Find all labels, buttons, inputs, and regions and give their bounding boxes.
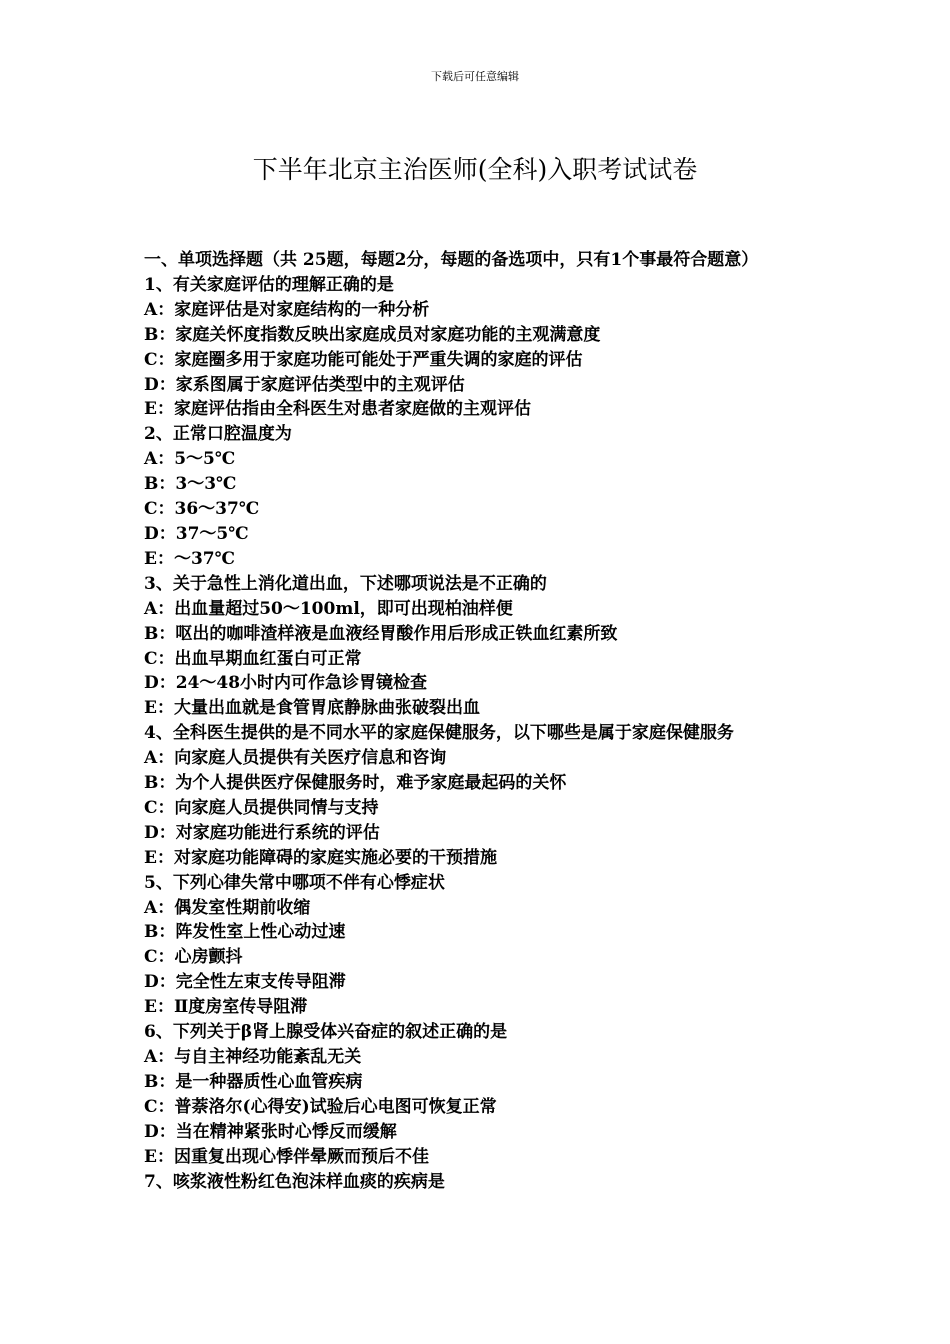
answer-option: A：家庭评估是对家庭结构的一种分析 [144,299,430,320]
answer-option: A：出血量超过50～100ml，即可出现柏油样便 [144,598,513,619]
answer-option: E：对家庭功能障碍的家庭实施必要的干预措施 [144,847,497,868]
answer-option: D：对家庭功能进行系统的评估 [144,822,380,843]
answer-option: E：Ⅱ度房室传导阻滞 [144,997,308,1018]
answer-option: C：普萘洛尔(心得安)试验后心电图可恢复正常 [144,1096,497,1117]
answer-option: C：出血早期血红蛋白可正常 [144,648,362,669]
answer-option: A：偶发室性期前收缩 [144,897,311,918]
answer-option: B：为个人提供医疗保健服务时，难予家庭最起码的关怀 [144,773,567,794]
answer-option: D：当在精神紧张时心悸反而缓解 [144,1121,397,1142]
answer-option: A：5～5℃ [144,449,236,470]
question-stem: 2、正常口腔温度为 [144,424,292,445]
answer-option: B：阵发性室上性心动过速 [144,922,346,943]
answer-option: E：～37℃ [144,548,235,569]
answer-option: E：因重复出现心悸伴晕厥而预后不佳 [144,1146,429,1167]
document-title: 下半年北京主治医师(全科)入职考试试卷 [252,155,698,184]
question-stem: 3、关于急性上消化道出血，下述哪项说法是不正确的 [144,573,547,594]
answer-option: B：呕出的咖啡渣样液是血液经胃酸作用后形成正铁血红素所致 [144,623,618,644]
answer-option: C：家庭圈多用于家庭功能可能处于严重失调的家庭的评估 [144,349,583,370]
answer-option: D：24～48小时内可作急诊胃镜检查 [144,673,428,694]
answer-option: B：家庭关怀度指数反映出家庭成员对家庭功能的主观满意度 [144,324,601,345]
answer-option: C：向家庭人员提供同情与支持 [144,797,379,818]
answer-option: C：36～37℃ [144,499,260,520]
answer-option: D：完全性左束支传导阻滞 [144,972,346,993]
answer-option: A：向家庭人员提供有关医疗信息和咨询 [144,748,447,769]
answer-option: C：心房颤抖 [144,947,243,968]
question-stem: 4、全科医生提供的是不同水平的家庭保健服务，以下哪些是属于家庭保健服务 [144,723,734,744]
answer-option: B：3～3℃ [144,474,237,495]
answer-option: A：与自主神经功能紊乱无关 [144,1047,362,1067]
question-stem: 7、咳浆液性粉红色泡沫样血痰的疾病是 [144,1171,445,1192]
section-heading: 一、单项选择题（共 25题，每题2分，每题的备选项中，只有1个事最符合题意） [144,250,759,270]
answer-option: E：大量出血就是食管胃底静脉曲张破裂出血 [144,698,480,719]
question-stem: 5、下列心律失常中哪项不伴有心悸症状 [144,872,445,893]
question-stem: 6、下列关于β肾上腺受体兴奋症的叙述正确的是 [144,1022,508,1043]
answer-option: D：37～5℃ [144,523,249,544]
answer-option: B：是一种器质性心血管疾病 [144,1071,363,1092]
answer-option: D：家系图属于家庭评估类型中的主观评估 [144,374,465,395]
question-stem: 1、有关家庭评估的理解正确的是 [144,274,394,295]
exam-content [144,248,816,1194]
answer-option: E：家庭评估指由全科医生对患者家庭做的主观评估 [144,399,531,420]
header-note: 下载后可任意编辑 [431,70,519,83]
